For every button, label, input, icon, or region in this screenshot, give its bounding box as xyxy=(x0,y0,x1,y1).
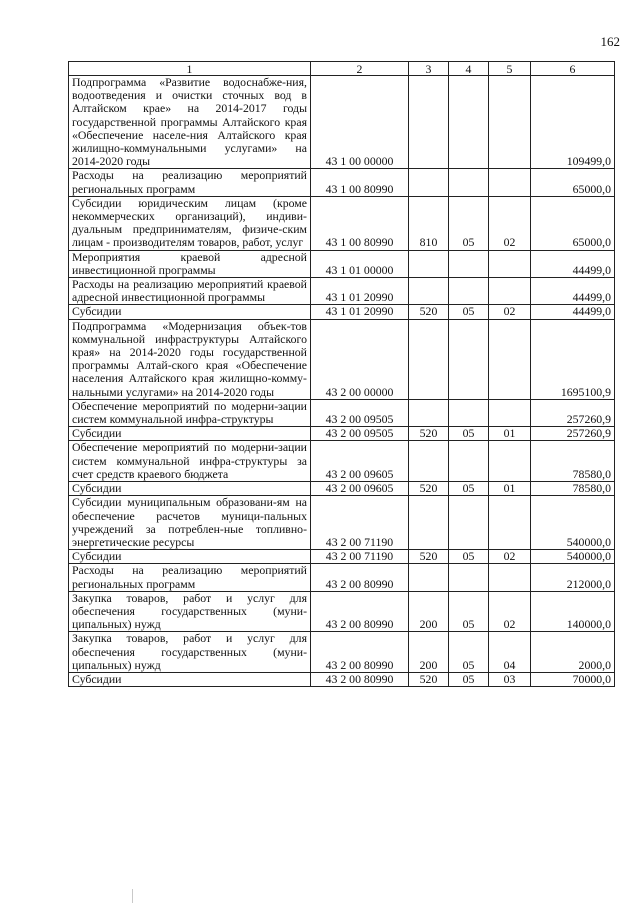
row-amount: 44499,0 xyxy=(531,250,615,277)
row-amount: 65000,0 xyxy=(531,196,615,250)
table-row xyxy=(69,399,615,426)
row-amount: 2000,0 xyxy=(531,632,615,673)
row-subsection: 05 xyxy=(449,591,489,632)
row-name: Обеспечение мероприятий по модерни-зации систем коммунальной инфра-структуры за счет средств краевого бюджета xyxy=(69,441,311,482)
row-name: Субсидии xyxy=(69,672,311,686)
row-type xyxy=(489,76,531,169)
table-row xyxy=(69,196,615,250)
header-cell: 6 xyxy=(531,62,615,76)
row-name: Расходы на реализацию мероприятий региональных программ xyxy=(69,169,311,196)
row-type xyxy=(489,441,531,482)
table-row xyxy=(69,427,615,441)
row-subsection: 05 xyxy=(449,305,489,319)
row-subsection: 05 xyxy=(449,632,489,673)
row-amount: 540000,0 xyxy=(531,550,615,564)
row-amount: 65000,0 xyxy=(531,169,615,196)
row-type: 01 xyxy=(489,427,531,441)
row-section xyxy=(409,441,449,482)
table-row xyxy=(69,550,615,564)
row-section: 520 xyxy=(409,672,449,686)
row-code: 43 1 01 20990 xyxy=(311,305,409,319)
row-subsection xyxy=(449,169,489,196)
row-type xyxy=(489,319,531,399)
row-code: 43 2 00 09505 xyxy=(311,399,409,426)
table-row xyxy=(69,496,615,550)
row-amount: 140000,0 xyxy=(531,591,615,632)
row-section xyxy=(409,564,449,591)
row-name: Обеспечение мероприятий по модерни-зации систем коммунальной инфра-структуры xyxy=(69,399,311,426)
row-type: 01 xyxy=(489,482,531,496)
header-cell: 4 xyxy=(449,62,489,76)
row-amount: 540000,0 xyxy=(531,496,615,550)
table-row xyxy=(69,169,615,196)
row-amount: 257260,9 xyxy=(531,427,615,441)
table-row xyxy=(69,482,615,496)
row-section xyxy=(409,496,449,550)
row-section: 520 xyxy=(409,427,449,441)
row-subsection xyxy=(449,76,489,169)
row-type: 04 xyxy=(489,632,531,673)
row-type: 02 xyxy=(489,550,531,564)
row-name: Субсидии xyxy=(69,427,311,441)
row-code: 43 1 00 00000 xyxy=(311,76,409,169)
row-code: 43 2 00 71190 xyxy=(311,496,409,550)
row-section: 520 xyxy=(409,550,449,564)
table-row xyxy=(69,591,615,632)
row-subsection xyxy=(449,399,489,426)
row-section: 520 xyxy=(409,482,449,496)
row-name: Расходы на реализацию мероприятий региональных программ xyxy=(69,564,311,591)
row-name: Закупка товаров, работ и услуг для обеспечения государственных (муни-ципальных) нужд xyxy=(69,591,311,632)
row-code: 43 1 00 80990 xyxy=(311,169,409,196)
row-type: 03 xyxy=(489,672,531,686)
row-subsection xyxy=(449,278,489,305)
row-amount: 109499,0 xyxy=(531,76,615,169)
budget-table xyxy=(68,61,615,687)
row-type: 02 xyxy=(489,591,531,632)
header-cell: 3 xyxy=(409,62,449,76)
row-name: Субсидии муниципальным образовани-ям на обеспечение расчетов муници-пальных учреждений за потреблен-ные топливно-энергетические ресурсы xyxy=(69,496,311,550)
table-row xyxy=(69,305,615,319)
row-subsection: 05 xyxy=(449,427,489,441)
row-section xyxy=(409,76,449,169)
row-amount: 44499,0 xyxy=(531,305,615,319)
row-section xyxy=(409,278,449,305)
table-row xyxy=(69,564,615,591)
row-amount: 1695100,9 xyxy=(531,319,615,399)
table-row xyxy=(69,672,615,686)
header-cell: 2 xyxy=(311,62,409,76)
row-subsection xyxy=(449,319,489,399)
row-subsection: 05 xyxy=(449,550,489,564)
row-name: Расходы на реализацию мероприятий краевой адресной инвестиционной программы xyxy=(69,278,311,305)
row-subsection: 05 xyxy=(449,672,489,686)
row-code: 43 2 00 09605 xyxy=(311,482,409,496)
row-name: Субсидии xyxy=(69,482,311,496)
row-subsection xyxy=(449,564,489,591)
row-code: 43 2 00 09605 xyxy=(311,441,409,482)
row-subsection xyxy=(449,441,489,482)
row-section: 200 xyxy=(409,591,449,632)
row-name: Подпрограмма «Модернизация объек-тов коммунальной инфраструктуры Алтайского края» на 2014-2020 годы государственной программы Алтай-ского края «Обеспечение населения Алтайского края жилищно-комму-нальными услугами» на 2014-2020 годы xyxy=(69,319,311,399)
row-amount: 70000,0 xyxy=(531,672,615,686)
row-section xyxy=(409,169,449,196)
row-name: Субсидии xyxy=(69,305,311,319)
table-row xyxy=(69,441,615,482)
row-code: 43 2 00 09505 xyxy=(311,427,409,441)
row-code: 43 2 00 00000 xyxy=(311,319,409,399)
row-type xyxy=(489,169,531,196)
row-type: 02 xyxy=(489,305,531,319)
row-type xyxy=(489,564,531,591)
row-amount: 212000,0 xyxy=(531,564,615,591)
row-type xyxy=(489,278,531,305)
row-code: 43 2 00 80990 xyxy=(311,564,409,591)
row-subsection: 05 xyxy=(449,196,489,250)
table-row xyxy=(69,278,615,305)
header-cell: 5 xyxy=(489,62,531,76)
scan-mark xyxy=(132,889,133,903)
row-code: 43 2 00 80990 xyxy=(311,632,409,673)
row-name: Мероприятия краевой адресной инвестиционной программы xyxy=(69,250,311,277)
row-code: 43 2 00 80990 xyxy=(311,591,409,632)
row-section xyxy=(409,319,449,399)
row-subsection xyxy=(449,496,489,550)
row-name: Подпрограмма «Развитие водоснабже-ния, водоотведения и очистки сточных вод в Алтайском крае» на 2014-2017 годы государственной программы Алтайского края «Обеспечение населе-ния Алтайского края жилищно-коммунальными услугами» на 2014-2020 годы xyxy=(69,76,311,169)
table-row xyxy=(69,319,615,399)
row-section: 520 xyxy=(409,305,449,319)
row-subsection: 05 xyxy=(449,482,489,496)
row-name: Закупка товаров, работ и услуг для обеспечения государственных (муни-ципальных) нужд xyxy=(69,632,311,673)
header-row xyxy=(69,62,615,76)
page-number: 162 xyxy=(600,34,620,49)
row-type: 02 xyxy=(489,196,531,250)
table-row xyxy=(69,76,615,169)
row-type xyxy=(489,250,531,277)
row-code: 43 2 00 80990 xyxy=(311,672,409,686)
row-amount: 257260,9 xyxy=(531,399,615,426)
row-code: 43 1 01 00000 xyxy=(311,250,409,277)
row-section: 200 xyxy=(409,632,449,673)
row-name: Субсидии юридическим лицам (кроме некоммерческих организаций), индиви-дуальным предпринимателям, физиче-ским лицам - производителям товаров, работ, услуг xyxy=(69,196,311,250)
table-row xyxy=(69,632,615,673)
row-section: 810 xyxy=(409,196,449,250)
row-amount: 78580,0 xyxy=(531,482,615,496)
row-subsection xyxy=(449,250,489,277)
row-amount: 44499,0 xyxy=(531,278,615,305)
row-code: 43 1 00 80990 xyxy=(311,196,409,250)
header-cell: 1 xyxy=(69,62,311,76)
row-amount: 78580,0 xyxy=(531,441,615,482)
table-row xyxy=(69,250,615,277)
row-name: Субсидии xyxy=(69,550,311,564)
row-type xyxy=(489,496,531,550)
row-section xyxy=(409,250,449,277)
row-type xyxy=(489,399,531,426)
row-code: 43 2 00 71190 xyxy=(311,550,409,564)
row-code: 43 1 01 20990 xyxy=(311,278,409,305)
row-section xyxy=(409,399,449,426)
